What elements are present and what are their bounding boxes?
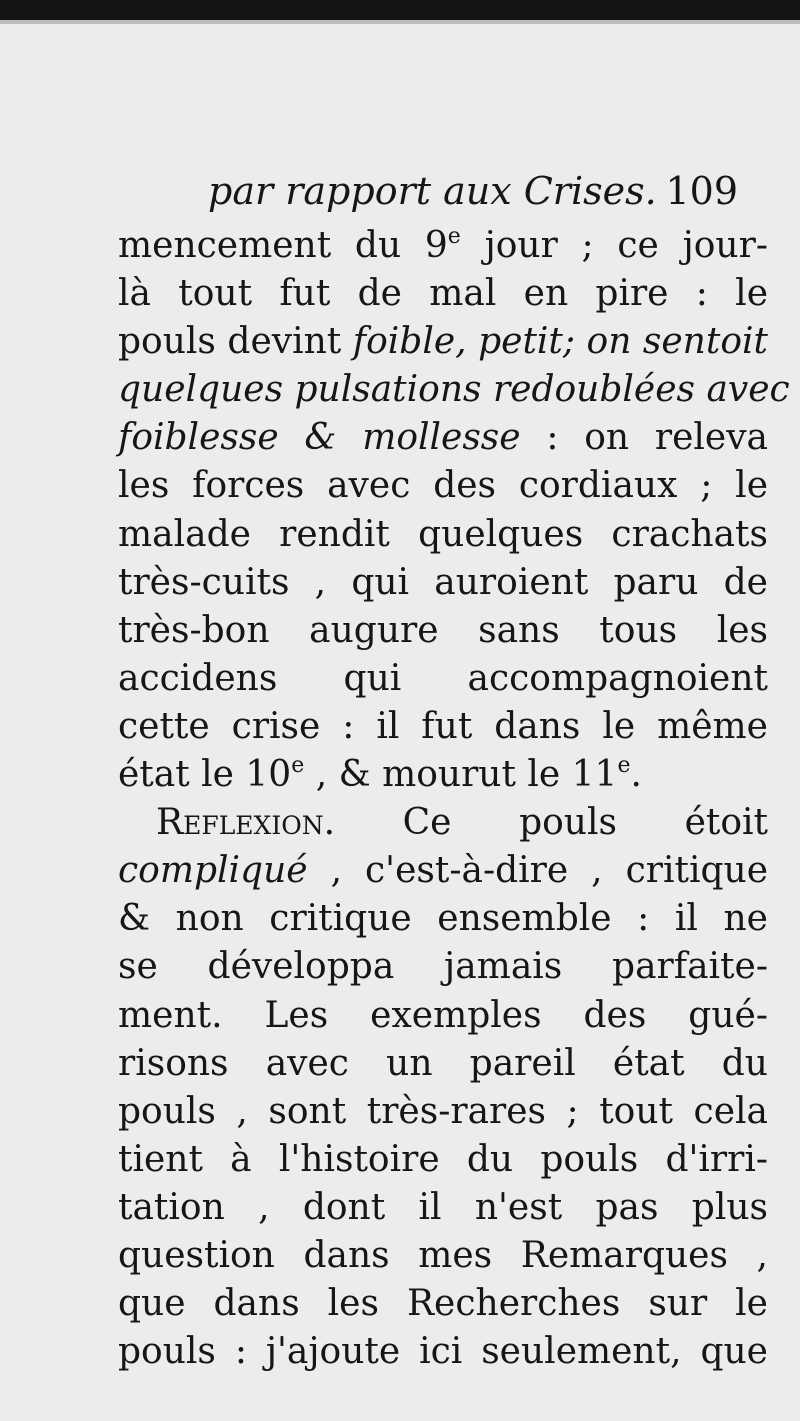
text-line: [118, 703, 768, 751]
text-line: [118, 847, 768, 895]
text-line: [118, 318, 768, 366]
text-line: [118, 1280, 768, 1328]
text-line: [118, 799, 768, 847]
scan-top-border: [0, 0, 800, 22]
text-run: .: [630, 754, 642, 796]
text-run: malade rendit quelques crachats: [118, 513, 768, 555]
text-line: [118, 1088, 768, 1136]
page-text-block: [118, 160, 790, 1376]
text-run: tient à l'histoire du pouls d'irri-: [118, 1138, 768, 1180]
text-line: [118, 895, 768, 943]
text-run: pouls : j'ajoute ici seulement, que: [118, 1331, 768, 1373]
text-run: que dans les Recherches sur le: [118, 1283, 768, 1325]
text-run: très-bon augure sans tous les: [118, 609, 768, 651]
section-label: Reflexion.: [156, 802, 336, 844]
text-run: risons avec un pareil état du: [118, 1042, 768, 1084]
text-line: [118, 222, 768, 270]
text-line: [118, 1136, 768, 1184]
text-line: [118, 462, 768, 510]
text-run: : on releva: [520, 417, 768, 459]
text-run: les forces avec des cordiaux ; le: [118, 465, 768, 507]
text-run: tation , dont il n'est pas plus: [118, 1186, 768, 1228]
superscript: e: [447, 224, 461, 249]
text-run: se développa jamais parfaite-: [118, 946, 768, 988]
text-run: & non critique ensemble : il ne: [118, 898, 768, 940]
text-run: là tout fut de mal en pire : le: [118, 273, 768, 315]
text-run: compliqué: [118, 850, 308, 892]
text-line: [118, 1040, 768, 1088]
text-run: , & mourut le 11: [304, 754, 618, 796]
text-line: [118, 943, 768, 991]
superscript: e: [291, 753, 305, 779]
body-text: [118, 222, 790, 1376]
running-title: par rapport aux Crises.: [208, 169, 657, 213]
text-line: [118, 751, 642, 799]
text-line: [118, 414, 768, 462]
running-head: [118, 160, 768, 222]
text-run: Ce pouls étoit: [335, 802, 768, 844]
text-run: foible, petit; on sentoit: [352, 321, 768, 363]
text-run: cette crise : il fut dans le même: [118, 705, 768, 747]
text-line: [118, 366, 790, 414]
page-top-edge: [0, 20, 800, 24]
text-line: [118, 655, 768, 703]
text-run: , c'est-à-dire , critique: [307, 850, 768, 892]
text-run: foiblesse & mollesse: [118, 417, 521, 459]
text-run: accidens qui accompagnoient: [118, 657, 768, 699]
text-line: [118, 270, 768, 318]
text-run: jour ; ce jour-: [460, 225, 768, 266]
text-line: [118, 1184, 768, 1232]
text-line: [118, 1328, 768, 1376]
text-line: [118, 992, 768, 1040]
text-run: quelques pulsations redoublées avec: [118, 369, 790, 411]
text-run: question dans mes Remarques ,: [118, 1234, 768, 1276]
text-run: pouls , sont très-rares ; tout cela: [118, 1090, 768, 1132]
text-run: état le 10: [118, 754, 292, 796]
text-line: [118, 559, 768, 607]
text-line: [118, 607, 768, 655]
text-run: pouls devint: [118, 321, 353, 363]
text-run: mencement du 9: [118, 225, 448, 266]
superscript: e: [617, 753, 631, 779]
text-line: [118, 511, 768, 559]
text-run: ment. Les exemples des gué-: [118, 994, 768, 1036]
text-run: très-cuits , qui auroient paru de: [118, 561, 768, 603]
page-number: 109: [665, 169, 738, 213]
text-line: [118, 1232, 768, 1280]
